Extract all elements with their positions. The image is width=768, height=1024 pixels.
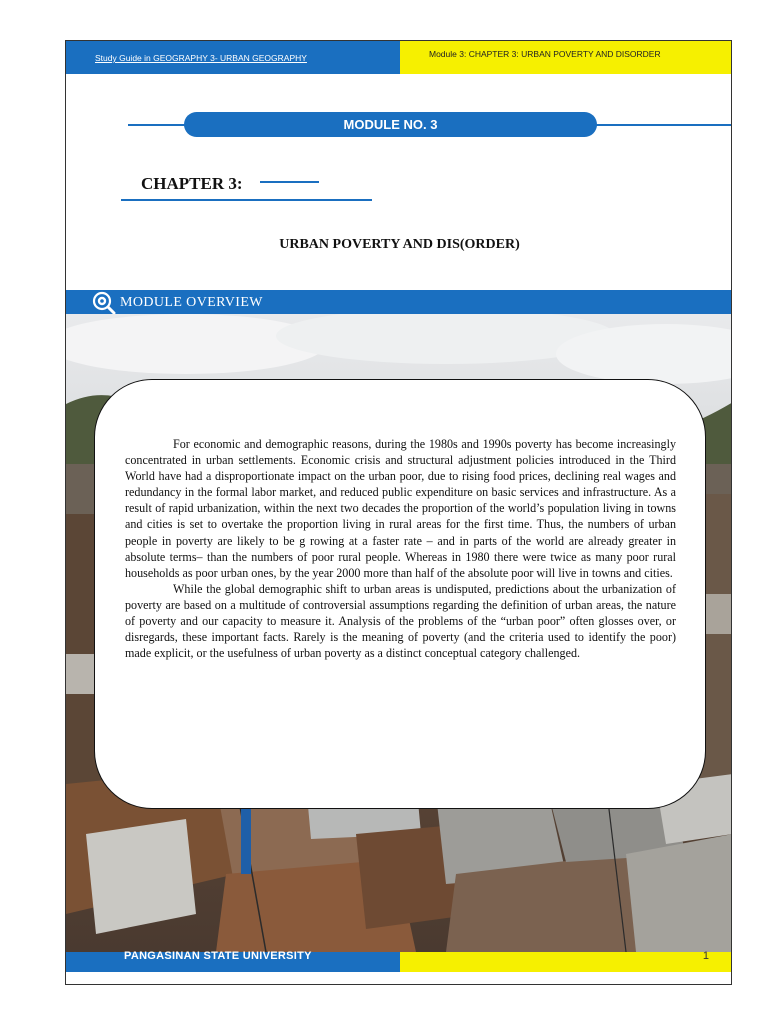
document-page — [65, 40, 732, 985]
module-pill-line-left — [128, 124, 188, 126]
chapter-underline-short — [260, 181, 319, 183]
overview-text — [125, 436, 676, 661]
footer-left-bar — [66, 952, 400, 972]
module-overview-card — [94, 379, 706, 809]
chapter-underline-long — [121, 199, 372, 201]
chapter-heading: CHAPTER 3: — [141, 174, 243, 193]
overview-paragraph-1: For economic and demographic reasons, during the 1980s and 1990s poverty has become increasingly concentrated in urban settlements. Economic crisis and structural adjustment policies introduced in the Third World have had a disproportionate impact on the urban poor, due to rising food prices, declining real wages and redundancy in the formal labor market, and reduced public expenditure on basic services and infrastructure. As a result of rapid urbanization, within the next two decades the proportion of the world’s population living in towns and cities is set to overtake the proportion living in rural areas for the first time. Thus, the numbers of urban people in poverty are likely to be g rowing at a faster rate – and in parts of the world are already greater in absolute terms– than the numbers of poor rural people. Whereas in 1980 there were twice as many poor rural households as poor urban ones, by the year 2000 more than half of the absolute poor will live in towns and cities. — [125, 437, 676, 580]
module-pill-line-right — [594, 124, 732, 126]
search-gear-icon — [92, 291, 116, 315]
module-number-pill: MODULE NO. 3 — [184, 112, 597, 137]
header-module-title: Module 3: CHAPTER 3: URBAN POVERTY AND DISORDER — [429, 49, 661, 59]
header-right-bar — [400, 41, 732, 74]
footer-right-bar — [400, 952, 732, 972]
chapter-title: URBAN POVERTY AND DIS(ORDER) — [279, 237, 520, 252]
module-overview-label: MODULE OVERVIEW — [120, 295, 263, 310]
header-left-bar — [66, 41, 400, 74]
overview-paragraph-2: While the global demographic shift to urban areas is undisputed, predictions about the urbanization of poverty are based on a multitude of controversial assumptions regarding the definition of urban areas, the nature of poverty and our capacity to measure it. Analysis of the problems of the “urban poor” often glosses over, or disregards, these important facts. Rarely is the meaning of poverty (and the criteria used to identify the poor) made explicit, or the usefulness of urban poverty as a distinct conceptual category challenged. — [125, 581, 676, 661]
header-study-guide-link[interactable]: Study Guide in GEOGRAPHY 3- URBAN GEOGRAPHY — [95, 53, 307, 63]
page-number: 1 — [702, 950, 709, 962]
module-overview-bar — [66, 290, 732, 314]
footer-institution: PANGASINAN STATE UNIVERSITY — [124, 950, 312, 962]
